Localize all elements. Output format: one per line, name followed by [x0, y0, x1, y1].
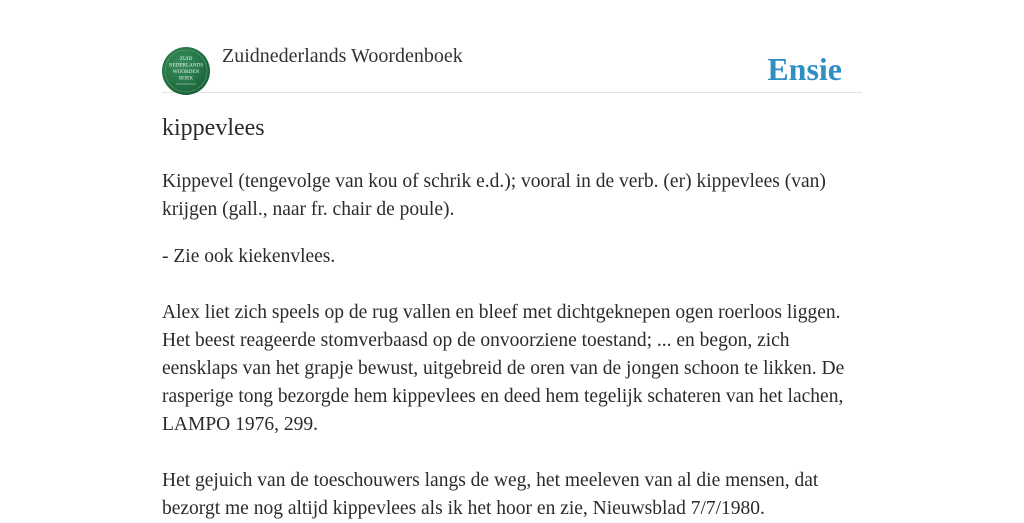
see-also-text: - Zie ook kiekenvlees.: [162, 246, 336, 267]
header: [162, 0, 862, 93]
svg-text:WOORDEN: WOORDEN: [172, 69, 200, 75]
page-container: [162, 0, 862, 519]
example-citation: Het gejuich van de toeschouwers langs de weg, het meeleven van al die mensen, dat bezorgt me nog altijd kippevlees als ik het hoor en zie, Nieuwsblad 7/7/1980.: [162, 470, 819, 519]
example-citation: Alex liet zich speels op de rug vallen en bleef met dichtgeknepen ogen roerloos liggen. Het beest reageerde stomverbaasd op de onvoorziene toestand; ... en begon, zich eensklaps van het grapje bewust, uitgebreid de oren van de jongen schoon te likken. De rasperige tong bezorgde hem kippevlees en deed hem tegelijk schateren van het lachen, LAMPO 1976, 299.: [162, 302, 845, 435]
book-seal-icon: [162, 47, 210, 95]
site-title[interactable]: Zuidnederlands Woordenboek: [222, 45, 463, 67]
svg-text:BOEK: BOEK: [178, 75, 194, 82]
headword: kippevlees: [162, 115, 265, 141]
svg-text:NEDERLANDS: NEDERLANDS: [168, 62, 204, 69]
svg-text:ZUID: ZUID: [179, 56, 193, 62]
dictionary-logo[interactable]: [162, 47, 210, 95]
entry-content: [162, 168, 862, 523]
ensie-brand-link[interactable]: Ensie: [767, 51, 842, 87]
definition-text: Kippevel (tengevolge van kou of schrik e.d.); vooral in de verb. (er) kippevlees (van) krijgen (gall., naar fr. chair de poule).: [162, 171, 826, 220]
